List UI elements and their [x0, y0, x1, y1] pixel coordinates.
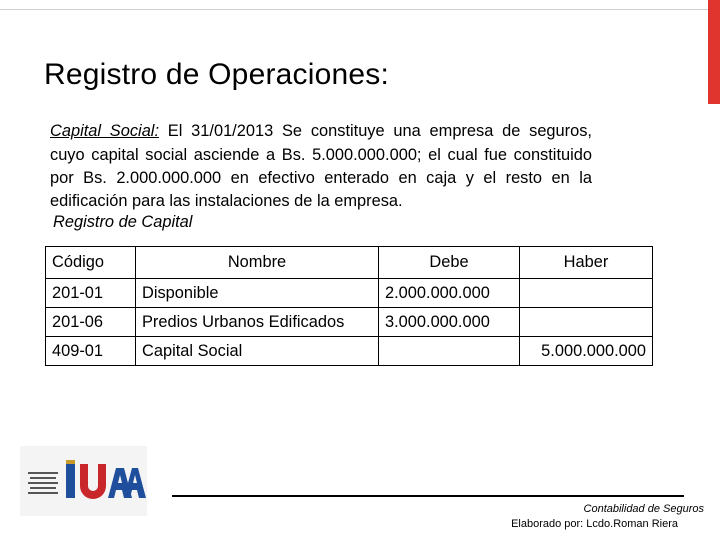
cell-name: Predios Urbanos Edificados	[136, 308, 379, 337]
cell-haber	[520, 308, 653, 337]
footer-author: Elaborado por: Lcdo.Roman Riera	[511, 518, 678, 530]
footer-divider	[172, 495, 684, 497]
page-title: Registro de Operaciones:	[44, 58, 389, 92]
cell-debe: 2.000.000.000	[379, 279, 520, 308]
logo-text-line	[30, 487, 56, 489]
header-haber: Haber	[520, 247, 653, 279]
cell-name: Disponible	[136, 279, 379, 308]
cell-haber	[520, 279, 653, 308]
cell-code: 201-01	[46, 279, 136, 308]
table-row	[46, 337, 653, 366]
logo-letter-i	[66, 464, 75, 498]
capital-ledger-table	[45, 246, 653, 366]
logo-text-line	[28, 482, 58, 484]
header-nombre: Nombre	[136, 247, 379, 279]
cell-code: 409-01	[46, 337, 136, 366]
header-codigo: Código	[46, 247, 136, 279]
cell-haber: 5.000.000.000	[520, 337, 653, 366]
header-debe: Debe	[379, 247, 520, 279]
cell-code: 201-06	[46, 308, 136, 337]
logo-letter-i-cap	[66, 460, 75, 464]
footer-course: Contabilidad de Seguros	[583, 503, 704, 515]
logo-text-line	[28, 492, 58, 494]
logo-text-line	[28, 472, 58, 474]
intro-lead: Capital Social:	[50, 122, 160, 141]
cell-debe: 3.000.000.000	[379, 308, 520, 337]
logo-text-line	[30, 477, 56, 479]
intro-paragraph	[50, 120, 592, 213]
institute-logo	[20, 446, 147, 516]
table-row	[46, 279, 653, 308]
section-title: Registro de Capital	[53, 213, 193, 231]
accent-bar	[708, 0, 720, 104]
top-divider	[0, 9, 720, 10]
table-header-row	[46, 247, 653, 279]
cell-debe	[379, 337, 520, 366]
cell-name: Capital Social	[136, 337, 379, 366]
institute-logo-graphic	[20, 446, 147, 516]
table-row	[46, 308, 653, 337]
intro-text: El 31/01/2013 Se constituye una empresa de seguros, cuyo capital social asciende a Bs. 5.000.000.000; el cual fue constituido por Bs. 2.000.000.000 en efectivo enterado en caja y el resto en la edificación para las instalaciones de la empresa.	[50, 122, 592, 211]
logo-letter-u	[80, 464, 106, 499]
